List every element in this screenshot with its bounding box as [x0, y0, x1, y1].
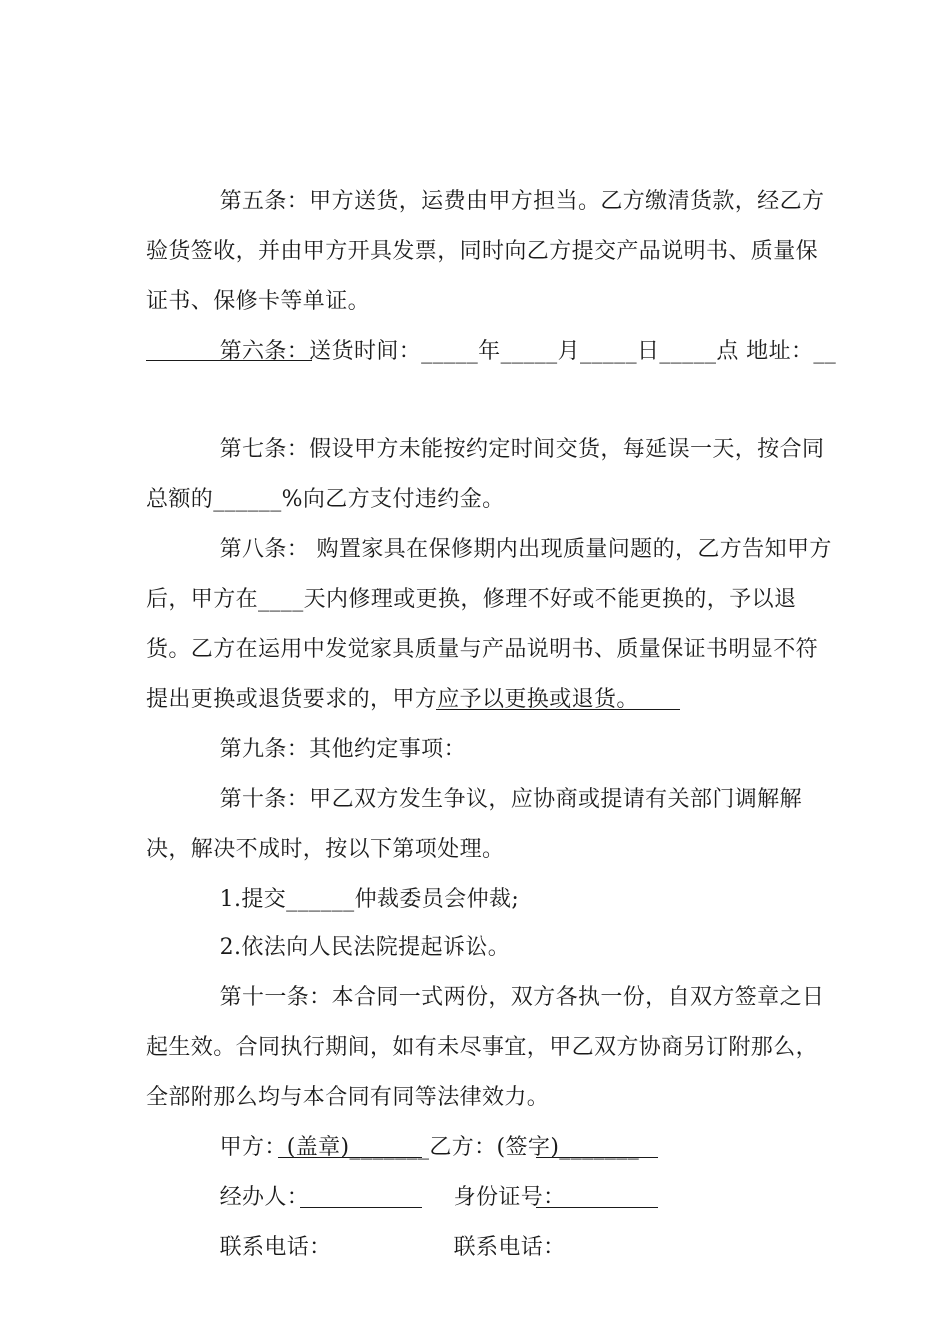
phone-row-b — [424, 1173, 566, 1323]
id-label: 身份证号： — [453, 1185, 566, 1210]
phone-a-blank-line — [300, 1207, 422, 1208]
option-2-text: 2.依法向人民法院提起诉讼。 — [219, 935, 511, 960]
clause-10-text: 第十条：甲乙双方发生争议，应协商或提请有关部门调解解决，解决不成时，按以下第项处理。 — [146, 787, 802, 862]
clause-5-text: 第五条：甲方送货，运费由甲方担当。乙方缴清货款，经乙方验货签收，并由甲方开具发票，同时向乙方提交产品说明书、质量保证书、保修卡等单证。 — [146, 189, 825, 314]
other-terms-blank-line — [436, 709, 680, 710]
phone-row-a — [146, 1173, 332, 1323]
agent-blank-line — [278, 1157, 422, 1158]
id-blank-line — [536, 1157, 658, 1158]
signature-parties-text: 甲方：(盖章)_______乙方：(签字)_______ — [219, 1135, 640, 1160]
clause-6-text: 第六条：送货时间：_____年_____月_____日_____点 地址：__ — [219, 339, 837, 364]
phone-label-a: 联系电话： — [219, 1235, 332, 1260]
phone-b-blank-line — [536, 1207, 658, 1208]
clause-8-text: 第八条： 购置家具在保修期内出现质量问题的，乙方告知甲方后，甲方在____天内修理或更换，修理不好或不能更换的，予以退货。乙方在运用中发觉家具质量与产品说明书、质量保证书明显不符提出更换或退货要求的，甲方应予以更换或退货。 — [146, 537, 832, 712]
address-blank-line — [146, 360, 312, 361]
option-1-text: 1.提交______仲裁委员会仲裁; — [219, 887, 520, 912]
phone-label-b: 联系电话： — [453, 1235, 566, 1260]
agent-label: 经办人： — [219, 1185, 310, 1210]
clause-7-text: 第七条：假设甲方未能按约定时间交货，每延误一天，按合同总额的______%向乙方支付违约金。 — [146, 437, 825, 512]
clause-9-text: 第九条：其他约定事项： — [219, 737, 466, 762]
clause-11-text: 第十一条：本合同一式两份，双方各执一份，自双方签章之日起生效。合同执行期间，如有未尽事宜，甲乙双方协商另订附那么，全部附那么均与本合同有同等法律效力。 — [146, 985, 825, 1110]
